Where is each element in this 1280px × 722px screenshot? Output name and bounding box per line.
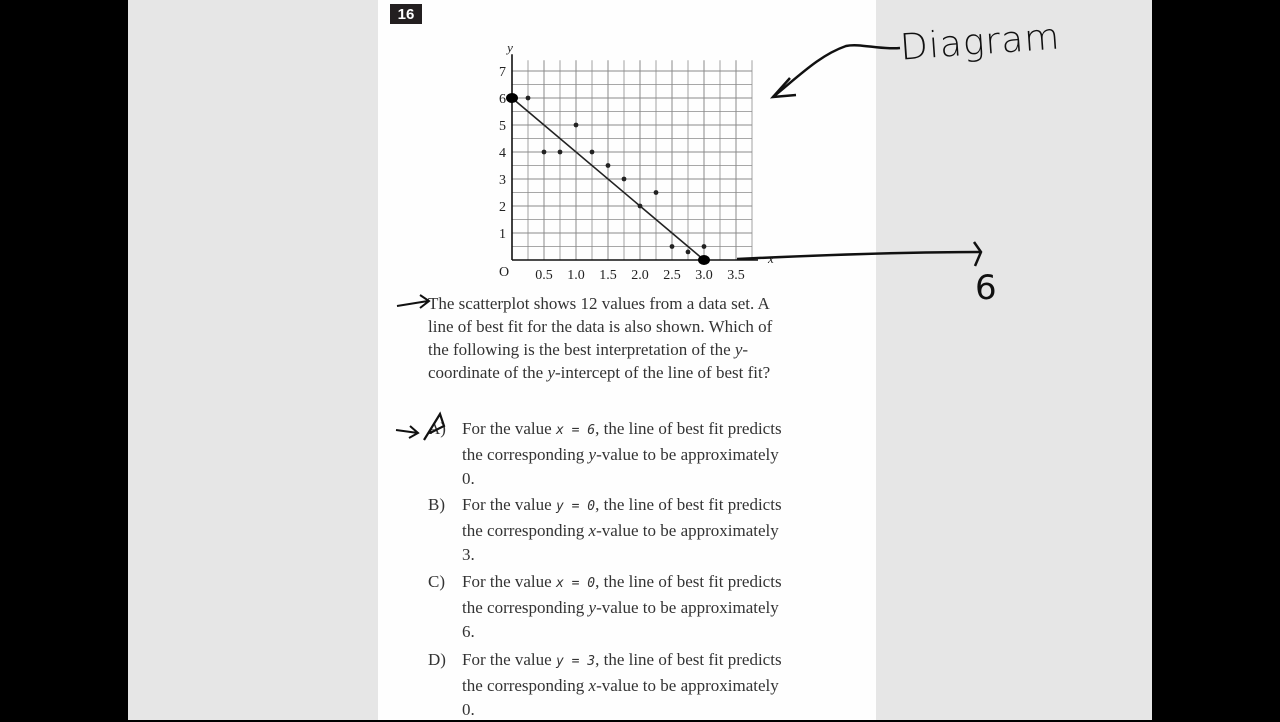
x-tick-label: 3.0 (695, 268, 713, 283)
y-tick-label: 4 (499, 146, 506, 161)
x-axis-label: x (768, 251, 774, 266)
data-point (670, 244, 675, 249)
x-tick-label: 2.5 (663, 268, 681, 283)
data-point (606, 163, 611, 168)
choice-text: For the value y = 0, the line of best fit predicts the corresponding x-value to be approximately 3. (462, 495, 782, 564)
y-tick-label: 3 (499, 173, 506, 188)
data-point (558, 150, 563, 155)
question-var-2: y (547, 363, 555, 382)
data-point (622, 177, 627, 182)
data-point (686, 250, 691, 255)
x-tick-label: 2.0 (631, 268, 649, 283)
x-tick-label: 0.5 (535, 268, 553, 283)
origin-label: O (499, 265, 510, 280)
handwritten-six-label: 6 (975, 268, 997, 308)
choice-text: For the value x = 0, the line of best fit predicts the corresponding y-value to be approximately 6. (462, 572, 782, 641)
question-var-1: y (734, 340, 743, 359)
x-tick-label: 1.0 (567, 268, 585, 283)
y-tick-label: 5 (499, 119, 506, 134)
choice-letter: C) (428, 572, 445, 591)
left-gray-panel (128, 0, 378, 720)
y-tick-label: 6 (499, 92, 506, 107)
question-part-1: The scatterplot shows 12 values from a data set. A line of best fit for the data is also shown. Which of the following is the best interpretation of the (428, 294, 773, 359)
data-point (574, 123, 579, 128)
question-part-2: -coordinate of the (428, 340, 749, 382)
x-tick-label: 3.5 (727, 268, 745, 283)
data-point (526, 96, 531, 101)
y-axis-label: y (507, 40, 513, 56)
y-tick-label: 2 (499, 200, 506, 215)
x-tick-label: 1.5 (599, 268, 617, 283)
choice-text: For the value x = 6, the line of best fit predicts the corresponding y-value to be approximately 0. (462, 419, 782, 488)
handwritten-diagram-label: Diagram (898, 16, 1062, 69)
question-number-badge: 16 (390, 4, 422, 24)
choice-letter: B) (428, 495, 445, 514)
question-part-3: -intercept of the line of best fit? (554, 363, 771, 382)
y-tick-label: 7 (499, 65, 506, 80)
choice-text: For the value y = 3, the line of best fit predicts the corresponding x-value to be approximately 0. (462, 650, 782, 719)
intercept-emphasis-dot (698, 255, 710, 265)
scatterplot-chart (490, 30, 780, 286)
choice-letter: D) (428, 650, 446, 669)
y-tick-label: 1 (499, 227, 506, 242)
data-point (542, 150, 547, 155)
choice-letter: A) (428, 419, 446, 438)
data-point (590, 150, 595, 155)
data-point (654, 190, 659, 195)
intercept-emphasis-dot (506, 93, 518, 103)
data-point (638, 204, 643, 209)
question-text (428, 292, 788, 384)
right-gray-panel (876, 0, 1152, 720)
data-point (702, 244, 707, 249)
